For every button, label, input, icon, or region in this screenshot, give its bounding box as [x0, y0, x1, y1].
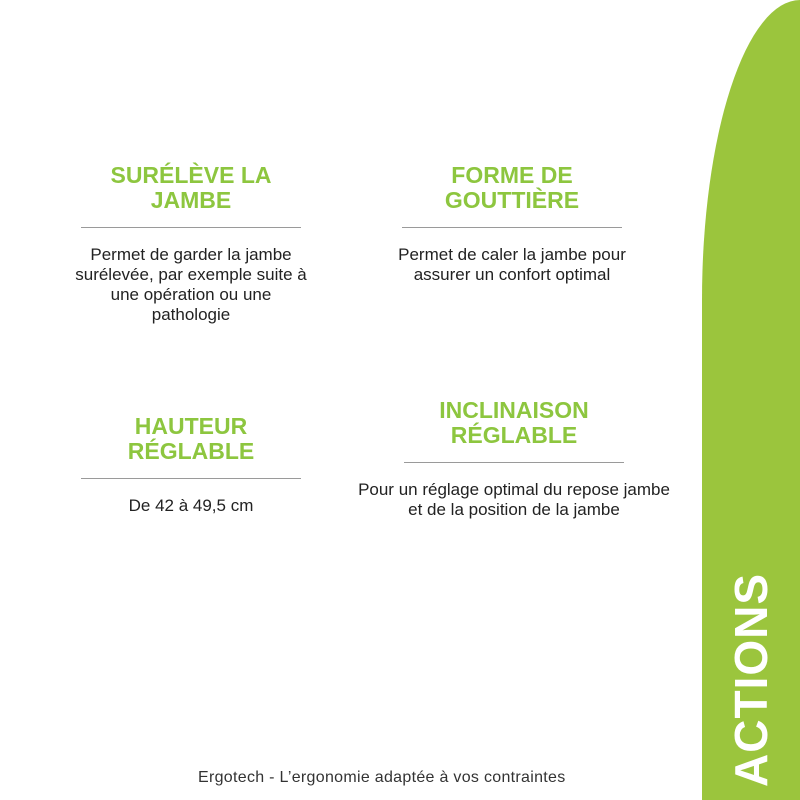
feature-adjustable-incline	[358, 398, 670, 520]
divider	[81, 478, 301, 479]
footer-tagline: Ergotech - L’ergonomie adaptée à vos contraintes	[198, 769, 566, 786]
feature-description: Permet de garder la jambe surélevée, par exemple suite à une opération ou une pathologie	[75, 245, 307, 324]
feature-gutter-shape	[380, 163, 644, 285]
divider	[402, 227, 622, 228]
feature-raise-leg	[70, 163, 312, 325]
feature-adjustable-height	[70, 414, 312, 516]
side-banner-label: ACTIONS	[725, 573, 777, 787]
feature-title: HAUTEUR RÉGLABLE	[127, 413, 255, 464]
divider	[404, 462, 624, 463]
feature-title: FORME DE GOUTTIÈRE	[444, 162, 580, 213]
feature-description: De 42 à 49,5 cm	[128, 496, 254, 515]
feature-title: SURÉLÈVE LA JAMBE	[110, 162, 272, 213]
feature-description: Permet de caler la jambe pour assurer un confort optimal	[398, 245, 626, 284]
divider	[81, 227, 301, 228]
feature-title: INCLINAISON RÉGLABLE	[439, 397, 589, 448]
feature-description: Pour un réglage optimal du repose jambe et de la position de la jambe	[358, 480, 670, 519]
